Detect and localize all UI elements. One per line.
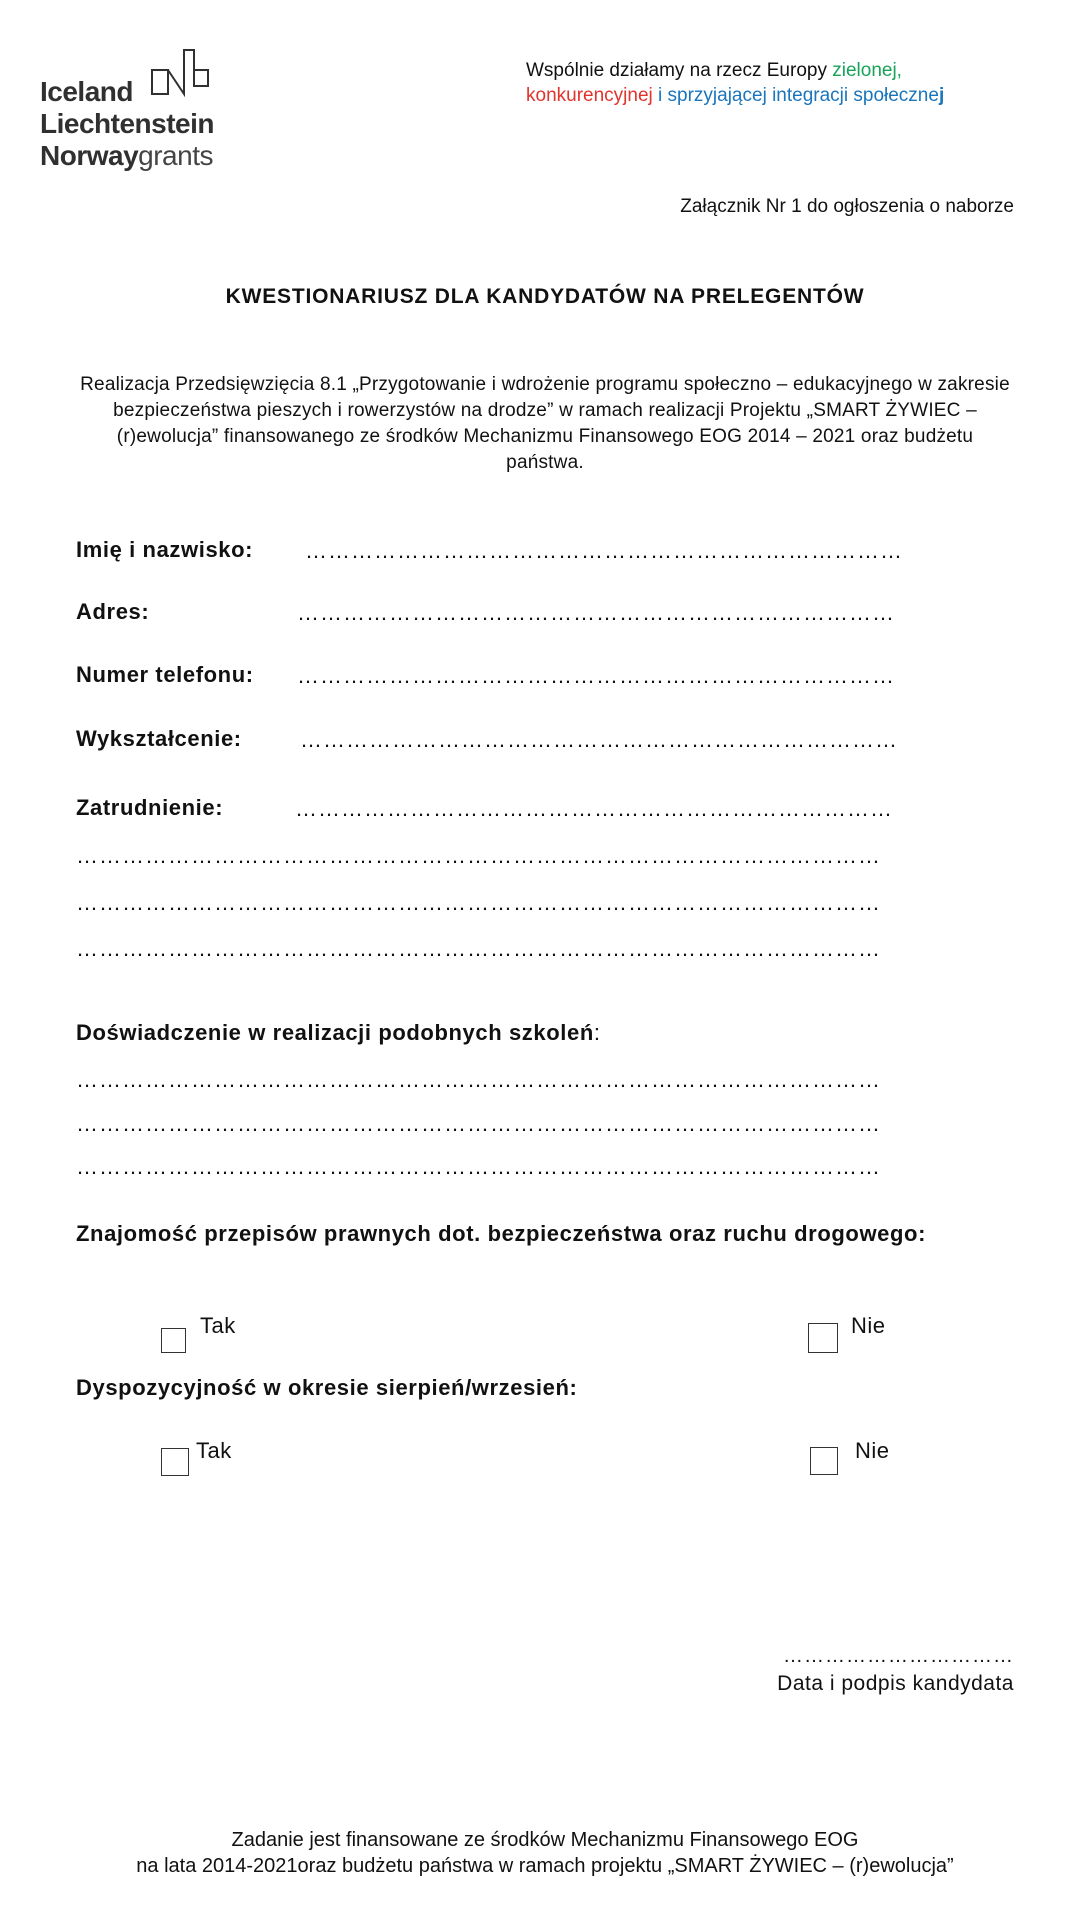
employment-line-2[interactable]: …………………………………………………………………………………………… (76, 890, 881, 915)
availability-no-checkbox[interactable] (810, 1447, 838, 1475)
employment-line-3[interactable]: …………………………………………………………………………………………… (76, 936, 881, 961)
annex-note: Załącznik Nr 1 do ogłoszenia o naborze (680, 196, 1014, 217)
eea-norway-grants-logo (40, 42, 240, 182)
signature-line[interactable]: …………………………… (783, 1645, 1014, 1667)
law-knowledge-label: Znajomość przepisów prawnych dot. bezpieczeństwa oraz ruchu drogowego: (76, 1221, 926, 1246)
signature-label: Data i podpis kandydata (777, 1672, 1014, 1695)
law-yes-checkbox[interactable] (161, 1328, 186, 1353)
field-dots-phone[interactable]: …………………………………………………………………… (297, 663, 895, 688)
footer-line-1: Zadanie jest finansowane ze środków Mechanizmu Finansowego EOG (231, 1829, 859, 1851)
footer-line-2: na lata 2014-2021oraz budżetu państwa w ramach projektu „SMART ŻYWIEC – (r)ewolucja” (136, 1855, 954, 1877)
logo-mark-icon (148, 42, 220, 102)
availability-yes-label: Tak (196, 1438, 232, 1463)
slogan-sep: i (652, 85, 668, 106)
logo-text-grants: grants (138, 140, 213, 171)
field-label-address: Adres: (76, 599, 150, 624)
logo-text-iceland: Iceland (40, 76, 133, 107)
availability-no-label: Nie (855, 1438, 890, 1463)
experience-label-text: Doświadczenie w realizacji podobnych szkoleń (76, 1020, 594, 1045)
field-dots-name[interactable]: …………………………………………………………………… (305, 538, 903, 563)
slogan-green: zielonej, (832, 60, 902, 81)
logo-text-norway-grants (40, 142, 213, 170)
logo-text-norway: Norway (40, 140, 139, 171)
slogan (526, 58, 944, 108)
slogan-blue-end: j (938, 85, 945, 106)
field-label-education: Wykształcenie: (76, 726, 242, 751)
footer-note (0, 1827, 1080, 1879)
experience-line-1[interactable]: …………………………………………………………………………………………… (76, 1067, 881, 1092)
experience-label (76, 1020, 601, 1046)
field-dots-address[interactable]: …………………………………………………………………… (297, 600, 895, 625)
law-yes-label: Tak (200, 1313, 236, 1338)
field-dots-employment[interactable]: …………………………………………………………………… (295, 796, 893, 821)
employment-line-1[interactable]: …………………………………………………………………………………………… (76, 843, 881, 868)
availability-yes-checkbox[interactable] (161, 1448, 189, 1476)
availability-label: Dyspozycyjność w okresie sierpień/wrzesień: (76, 1375, 578, 1400)
law-no-label: Nie (851, 1313, 886, 1338)
slogan-part1: Wspólnie działamy na rzecz Europy (526, 60, 833, 81)
intro-paragraph: Realizacja Przedsięwzięcia 8.1 „Przygotowanie i wdrożenie programu społeczno – edukacyjnego w zakresie bezpieczeństwa pieszych i rowerzystów na drodze” w ramach realizacji Projektu „SMART ŻYWIEC – (r)ewolucja” finansowanego ze środków Mechanizmu Finansowego EOG 2014 – 2021 oraz budżetu państwa. (80, 374, 1010, 473)
slogan-blue: sprzyjającej integracji społeczne (667, 85, 939, 106)
field-label-employment: Zatrudnienie: (76, 795, 224, 820)
law-no-checkbox[interactable] (808, 1323, 838, 1353)
slogan-red: konkurencyjnej (526, 85, 653, 106)
field-dots-education[interactable]: …………………………………………………………………… (300, 727, 898, 752)
experience-line-3[interactable]: …………………………………………………………………………………………… (76, 1154, 881, 1179)
field-label-name: Imię i nazwisko: (76, 537, 254, 562)
field-label-phone: Numer telefonu: (76, 662, 254, 687)
experience-label-colon: : (593, 1020, 601, 1045)
experience-line-2[interactable]: …………………………………………………………………………………………… (76, 1111, 881, 1136)
page-title: KWESTIONARIUSZ DLA KANDYDATÓW NA PRELEGENTÓW (225, 285, 865, 308)
logo-text-liechtenstein: Liechtenstein (40, 108, 214, 139)
